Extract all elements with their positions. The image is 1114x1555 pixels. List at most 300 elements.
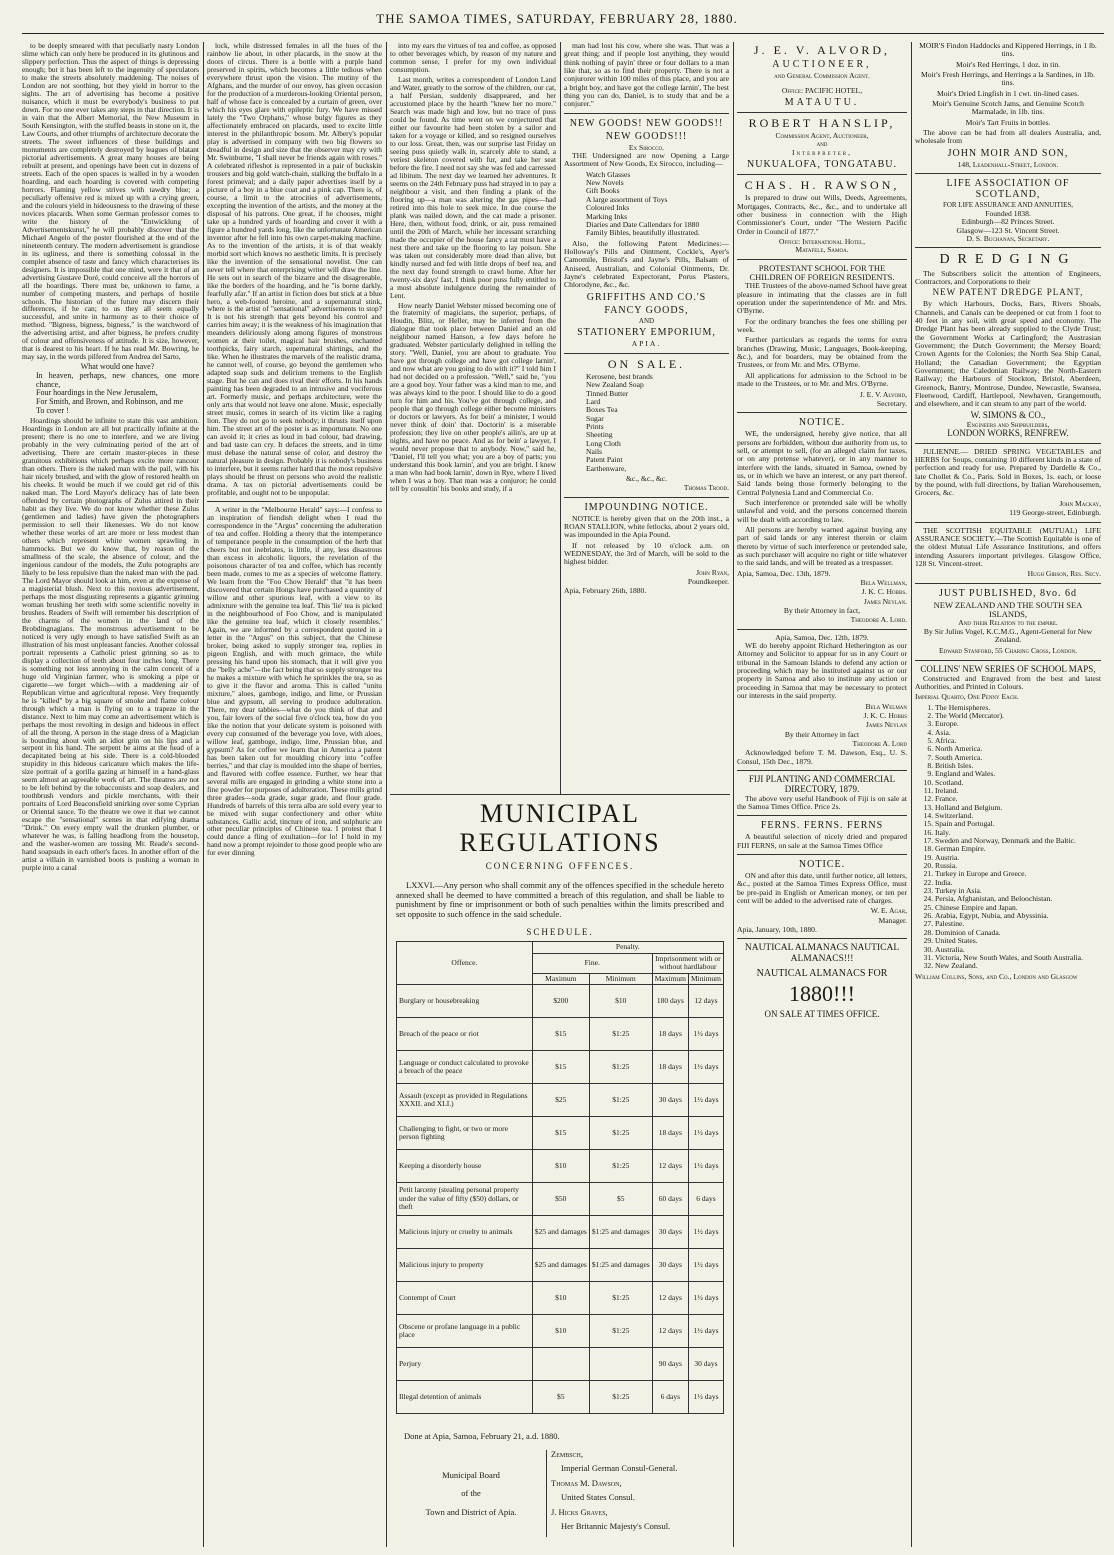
imprisonment-max-cell: 30 days [652,1216,688,1249]
ferns-ad [737,820,907,850]
ad-divider [737,938,907,939]
land-notice [737,417,907,625]
article-paragraph: into my ears the virtues of tea and coffee, as opposed to other beverages which, by reason of my nature and common sense, I prefer for my own individual consumption. [390,42,556,74]
ad-divider [737,412,907,413]
ad-text: WE do hereby appoint Richard Hetherington as our Attorney and Solicitor to appear for us in any Court or tribunal in the Samoan Islands to defend any action or proceeding which may be instituted against us or our property in Samoa and also to institute any action or proceeding in Samoa that may be necessary to protect our interests in the said property. [737,641,907,701]
fine-min-cell: $1:25 [589,1150,652,1183]
ad-text: and General Commission Agent. [774,71,870,81]
ad-text: Edward Stanford, 55 Charing Cross, London. [939,646,1077,656]
list-item: Coloured Inks [586,203,630,213]
ad-text: The Subscribers solicit the attention of Engineers, Contractors, and Corporations to their [915,268,1101,286]
imprisonment-min-cell: 1½ days [688,1117,723,1150]
list-item: 30. Australia. [935,946,1101,954]
firm-role: Engineers and Shipbuilders, [966,419,1050,429]
article-paragraph: man had lost his cow, where she was. That was a great thing; and if people lost anything, they would think nothing of payin' three or four dollars to a man like that, so as to find their property. There is not a conjurorer within 100 miles of this place, and you are a bright boy, and have got the college larnin', The best thing you can do, Daniel, is to study that and be a conjurer." [564,42,729,109]
imprisonment-min-cell: 1½ days [688,1018,723,1051]
table-row [397,1348,724,1381]
ad-text: Interpreter, [791,147,853,157]
ad-signature: John Mackay, [1059,498,1101,508]
list-item: Gift Books [586,186,620,196]
signer [551,1479,677,1503]
ad-title: IMPOUNDING NOTICE. [584,501,709,513]
attorney-notice [737,634,907,766]
ad-text: Moir's Tart Fruits in bottles. [965,117,1051,127]
imprisonment-max-cell: 18 days [652,1051,688,1084]
ad-signature: J. E. V. Alvord, [859,389,907,399]
fine-max-cell: $15 [532,1117,589,1150]
ad-subtitle: AUCTIONEER, [772,59,872,71]
ad-text: ON and after this date, until further notice, all letters, &c., posted at the Samoa Times Express Office, must be pre-paid in English or American money, or ten per cent will be added to the advertised rate of charges. [737,871,907,906]
article-column-3 [390,42,556,792]
offence-cell: Malicious injury or cruelty to animals [397,1216,533,1249]
fine-min-cell: $1:25 and damages [589,1216,652,1249]
list-item: 26. Arabia, Egypt, Nubia, and Abyssinia. [935,912,1101,920]
list-item: 6. North America. [935,745,1101,753]
verse-line: For Smith, and Brown, and Robinson, and me [36,396,184,406]
ad-text: Further particulars as regards the terms for extra branches (Drawing, Music, Languages, Book-keeping, &c.), and for boarders, may be obtained from the Trustees, or from Mr. and Mrs. O'Byrne. [737,335,907,370]
imprisonment-max-cell: 12 days [652,1282,688,1315]
maps-list [931,704,1101,971]
fine-max-cell: $10 [532,1150,589,1183]
fine-min-cell: $1:25 [589,1282,652,1315]
ad-date: Apia, Samoa, Dec. 13th, 1879. [737,568,831,578]
ad-signature-role: Manager. [878,915,907,925]
ad-text: Glasgow—123 St. Vincent Street. [956,225,1060,235]
imprisonment-max-cell: 18 days [652,1018,688,1051]
ad-divider [915,247,1101,248]
imprisonment-min-cell: 1½ days [688,1084,723,1117]
offence-cell: Breach of the peace or riot [397,1018,533,1051]
ad-subtitle: Ex Sirocco. [628,142,665,152]
column-header: Minimum [688,973,723,984]
ad-title: FERNS. FERNS. FERNS [760,820,884,832]
ad-text: Edinburgh—82 Princes Street. [961,217,1055,227]
new-goods-ad [564,118,729,349]
ad-signature: Theodore A. Lord [852,738,907,748]
list-item: 7. South America. [935,754,1101,762]
article-paragraph: Hoardings should be infinite to state this vast ambition. Hoardings in London are all but practically infinite at the present; there is no one to interfere, and we are living probably in the very culminating period of the art of advertising. There are certain master-pieces in these gratuitous exhibitions which perhaps excite more rancour than others. There is the naked man with the pail, with his hair nicely brushed, and with the glow of restored health on his cheeks. It would be much if we could get rid of this naked man. The Lord Mayor's delicacy has of late been offended by certain photographs of Zulus attired in their habit as they live. We do not know whether these Zulus (gentlemen and ladies) have given the photographers permission to sell their likenesses. We do not know whether these works of art are more or less modest than others which represent white women sprawling in hammocks. But we do know that, by reason of the smallness of the scale, the absence of colour, and the ingenious candour of the models, the Zulu potographs are likely to be less repulsive than the naked man with the pad. The Lord Mayor should look at him, even at the expense of a magisterial blush. Next to this noxious advertisement, perhaps the most disgusting represents a gigantic grinning woman brushing her teeth with some scientific novelty in brushes. Readers of Swift will remember his description of the charms of the women in the land of the Brobdingnagians. The monstrous advertisement to be noticed is very ugly enough to have satisfied Swift as an illustration of his most unpleasant fancies. Another colossal portrait represents a Catholic priest grinning so as to display a collection of teeth about four inches long. There is something not less annoying in the calm conceit of a huge old Virginian farmer, who is smoking a pipe or cigarette—we forget which—with a maddening air of Republican virtue and agricultural repose. Very frequently he is "killed" by a big square of smoke and flame colour through which a man is flying on to a trapeze in the distance. Next to him may come an advertisement which is perhaps the most revolting in design and hideous in effect of all the throng. A person in the stage dress of a Magician is bounding about with an idiot grin on his lips and a serpent in his hand. The serpent he aims at the head of a decapitated being at his side. There is a cold-blooded stupidity in this hideous caricature which makes the life-size portrait of a gorilla gazing at himself in a hand-glass seem almost an agreeable work of art. The theatres are not to be left behind by the tobacconists and soap dealers, and toothbrush vendors and pickle merchants, with their portraits of Lord Beaconsfield smirking over some Cyprian or Oriental sauce. To the theatre we owe it that we cannot escape the "sensational" scenes in that edifying drama "Drink." On every empty wall the drunken plumber, or whatever he was, is falling headlong from the housetop, and the washer-women are tossing Mr. Reade's second-hand soapsuds in each other's faces. In another effort of the artist a villain in varnished boots is pushing a woman in purple into a canal [22,416,199,873]
list-item: Boxes Tea [586,405,618,415]
list-item: 4. Asia. [935,729,1101,737]
table-row [397,1315,724,1348]
fine-min-cell: $1:25 [589,1018,652,1051]
list-item: Lard [586,396,601,406]
ad-signature-role: Secretary. [876,398,907,408]
fine-max-cell: $15 [532,1018,589,1051]
ad-title: COLLINS' NEW SERIES OF SCHOOL MAPS, [920,663,1096,674]
ad-divider [737,629,907,630]
list-item: Sugar [586,413,604,423]
list-item: 14. Switzerland. [935,812,1101,820]
ad-subtitle: NEW PATENT DREDGE PLANT, [932,287,1084,298]
fine-max-cell: $25 and damages [532,1249,589,1282]
ad-address: 119 George-street, Edinburgh. [1009,508,1101,518]
ad-text: If not released by 10 o'clock a.m. on WEDNESDAY, the 3rd of March, will be sold to the highest bidder. [564,540,729,567]
ad-place: NUKUALOFA, TONGATABU. [747,159,897,171]
article-column-2 [207,42,382,1547]
column-header: Minimum [589,973,652,984]
ad-text: By their Attorney in fact [784,729,860,739]
ad-text: Moir's Fresh Herrings, and Herrings a la Sardines, in 1lb. tins. [921,70,1095,88]
imprisonment-min-cell: 1½ days [688,1282,723,1315]
ad-title: ROBERT HANSLIP, [748,115,896,130]
fine-max-cell: $5 [532,1381,589,1414]
sale-list [586,373,729,473]
ad-text: By Sir Julius Vogel, K.C.M.G., Agent-General for New Zealand. [923,626,1093,644]
ad-place: MATAUTU. [784,96,860,108]
imprisonment-min-cell: 1½ days [688,1150,723,1183]
fine-min-cell [589,1348,652,1381]
article-paragraph: Last month, writes a correspondent of London Land and Water, greatly to the sorrow of the children, our cat, a half Persian, suddenly disappeared, and her accustomed place by the hearth "knew her no more." Search was made high and low, but no trace of puss could be found. As time went on we conjectured that either our favourite had been stolen by a sailor and taken for a voyage or killed, and so resigned ourselves to our loss. Great, then, was our surprise last Friday on seeing puss quietly walk in, scarcely able to stand, a veriest skeleton covered with fur, and take her seat before the fire. I need not say she was fed and carressed ad libitum. The next day we learned her adventures. It seems on the 24th February puss had strayed in to pay a neighbour a visit, and then finding a plank of the flooring up—a man was altering the gas pipes—had retired into this hole to seek mice. In due course the plank was nailed down, and the cat made a prisoner. Here, then, without food, drink, or air, puss remained until the 20th of March, while her incessant scratching made the occupier of the house fancy a rat must have a nest there and take up the flooring to lay poison. She was taken out considerably more dead than alive, but kindly nursed and fed with little drops of beef tea, and the next day found strength to crawl home. After her twenty-six days' fast, I think poor puss fully entitled to a most absolute indulgence during the remainder of Lent. [390,74,556,300]
ad-title: LIFE ASSOCIATION OF SCOTLAND, [946,178,1070,201]
ad-text: By which Harbours, Docks, Bars, Rivers Shoals, Channels, and Canals can be deepened or cut from 1 foot to 40 feet in any soil, with great speed and economy. The Dredge Plant has been already supplied to the Clyde Trust; the Government Works at Carlingford; the Austrasian Government; the Dutch Government; the Mersey Board; Crown Agents for the Colonies; the North Sea Ship Canal, Holland; the Canadian Government; the Egyptian Government; the Caledonian Railway; the North-Eastern Railway; the Harbours of Stockton, Bristol, Aberdeen, Greenock, Bantry, Montrose, Dundee, Newcastle, Swansea, Fleetwood, Cardiff, Hartlepool, Newhaven, Grangemouth, and elsewhere, and it can steam to any part of the world. [915,299,1101,409]
list-item: 9. England and Wales. [935,770,1101,778]
fine-max-cell: $10 [532,1282,589,1315]
imprisonment-min-cell: 1½ days [688,1051,723,1084]
list-item: 32. New Zealand. [935,962,1101,970]
imprisonment-min-cell: 1½ days [688,1249,723,1282]
imprisonment-max-cell: 90 days [652,1348,688,1381]
ad-signature: James Neylan [865,720,907,730]
list-item: Watch Glasses [586,169,631,179]
firm-address: LONDON WORKS, RENFREW. [947,427,1069,438]
table-row [397,985,724,1018]
article-paragraph: A writer in the "Melbourne Herald" says:—I confess to an inspiration of fiendish delight when I read the correspondence in the "Argus" concerning the adulteration of tea and coffee. Holding a theory that the intemperance of temperance people in the consumption of the herb that cheers but not inebriates, is little, if any, less disastrous than excess in alcoholic liquors, the revelation of the poisonous character of tea and coffee, which has recently been made, comes to me as a species of welcome flattery. We learn from the "Foo Chow Herald" that "it has been discovered that certain Hongs have purchased a quantity of willow and other spurious leaf, with a view to its admixture with the genuine tea leaf. This 'lie' tea is picked in the neighbourhood of Foo Chow, and is manipulated like the genuine tea leaf, which it closely resembles.' Again, we are informed by a correspondent quoted in a letter in the "Argus" on this subject, that the Chinese broker, being asked to supply stronger tea, replies in pigeon English, and with much grimace, the while pressing his hand upon his stomach, that it will give you the "belly ache"—the fact being that so supply stronger tea he makes a mixture with which he sprinkles the tea, so as to give it the flavor and aroma. This is called "unitu mixture," aloes, gamboge, indigo, and lime, or Prussian blue and gypsum, all serving to produce adulteration. There, my dear tabbies—what do you think of that and you, fair lovers of the social five o'clock tea, how do you like the notion that your delicate system is poisoned with every cup consumed of the beverage you love, with aloes, willow leaf, gamboge, indigo, lime, Prussian blue, and gypsum? As for coffee we learn that in America a patent has been taken out for moulding chicory into "coffee berries," and that clay is moulded into the shape of berries, and flavored with coffee essence. Further, we hear that several mills are engaged in grinding a white stone into a fine powder for purposes of adulteration. These mills grind three grades—soda grade, sugar grade, and flour grade. Hundreds of barrels of this terra alba are sold every year to be mixed with sugar confectionery and other white substances. Gallic acid, tincture of iron, and sulphuric are other peculiar principles of Chinese tea. I protest that I could dance a fling of exultation—for lo! I hold in my hand now a prompt rejoinder to those good people who are for ever dinning [207,505,382,858]
imprisonment-max-cell: 30 days [652,1084,688,1117]
table-row [397,1150,724,1183]
list-item: 28. Dominion of Canada. [935,929,1101,937]
nautical-almanac-ad [737,943,907,1019]
firm-name: STATIONERY EMPORIUM, [577,327,716,339]
alvord-ad [737,44,907,108]
imprisonment-max-cell: 30 days [652,1249,688,1282]
ad-signature: Thomas Trood. [683,483,729,493]
firm-name: W. SIMONS & CO., [970,409,1046,420]
offence-cell: Challenging to fight, or two or more person fighting [397,1117,533,1150]
ad-text: NOTICE is hereby given that on the 20th inst., a ROAN STALLION, white fetlocks, about 2 years old, was impounded in the Apia Pound. [564,513,729,540]
ad-text: Commission Agent, Auctioneer, [775,131,869,141]
list-item: New Zealand Soap [586,380,644,390]
ad-signature: James Neylan. [863,596,907,606]
signer-title: Imperial German Consul-General. [561,1463,678,1474]
verse-line: What would one have? [80,362,155,372]
ads-column-6 [915,42,1101,1547]
ad-year: 1880!!! [789,981,855,1007]
ad-date: Apia, January, 10th, 1880. [737,925,817,935]
list-item: 3. Europe. [935,720,1101,728]
fine-min-cell: $5 [589,1183,652,1216]
article-divider [207,501,382,502]
ad-title: JUST PUBLISHED, 8vo. 6d [938,587,1078,599]
column-rule [203,42,204,1547]
ad-text: WE, the undersigned, hereby give notice, that all persons are forbidden, without due authority from us, to sell, or attempt to sell, (for an alleged claim for taxes, or on any pretense whatever), or in any manner to interfere with the lands, situated in Samoa, owned by us, or in which we have an interest, or any part thereof. Said lands being those formerly belonging to the Central Polynesia Land and Commercial Co. [737,429,907,497]
fine-min-cell: $1:25 [589,1381,652,1414]
list-item: 19. Austria. [935,854,1101,862]
column-header: Offence. [397,942,533,985]
list-item: Earthenware, [586,463,627,473]
fine-min-cell: $1:25 [589,1051,652,1084]
ad-signature: Bela Wellman, [860,578,907,588]
ad-divider [915,522,1101,523]
table-row [397,1381,724,1414]
list-item: 5. Africa. [935,737,1101,745]
fiji-directory-ad [737,775,907,811]
firm-address: 148, Leadenhall-Street, London. [957,159,1059,169]
regulation-date: Done at Apia, Samoa, February 21, a.d. 1880. [404,1431,560,1441]
list-item: Patent Paint [586,455,623,465]
signer-name: Thomas M. Dawson, [551,1477,622,1488]
just-published-ad [915,588,1101,656]
verse-line: In heaven, perhaps, new chances, one more chance, [36,371,199,389]
fine-min-cell: $1:25 [589,1117,652,1150]
list-item: A large assortment of Toys [586,194,668,204]
ad-signature: W. E. Agar, [870,906,907,916]
column-header: Maximum [532,973,589,984]
list-item: 18. German Empire. [935,845,1101,853]
postage-notice [737,859,907,934]
section-divider [390,794,730,795]
ad-text: Founded 1838. [985,208,1031,218]
ad-title: DREDGING [939,252,1077,268]
list-item: 1. The Hemispheres. [935,704,1101,712]
table-row [397,1018,724,1051]
firm-and: AND [638,316,655,325]
ad-divider [564,497,729,498]
ad-divider [737,112,907,113]
list-item: 11. Ireland. [935,787,1101,795]
julienne-ad [915,448,1101,518]
list-item: Diaries and Date Callendars for 1880 [586,219,700,229]
board-line: of the [461,1488,481,1499]
ad-price: Imperial Quarto, One Penny Each. [915,692,1019,702]
list-item: Family Bibles, beautifully illustrated. [586,228,700,238]
masthead-rule [22,33,1104,34]
on-sale-ad [564,358,729,493]
ad-text: And their Relation to the empire. [958,618,1058,628]
ad-text: THE Trustees of the above-named School have great pleasure in intimating that the classes are in full operation under the superintendence of Mr. and Mrs. O'Byrne. [737,281,907,316]
list-item: 17. Sweden and Norway, Denmark and the Baltic. [935,837,1101,845]
ad-signature-role: Poundkeeper. [687,577,729,587]
goods-list [586,171,729,238]
list-item: 21. Turkey in Europe and Greece. [935,870,1101,878]
rawson-ad [737,179,907,255]
firm-name: FANCY GOODS, [604,304,689,316]
list-item: New Novels [586,178,624,188]
signer-name: J. Hicks Graves, [551,1506,608,1517]
offence-cell: Language or conduct calculated to provoke a breach of the peace [397,1051,533,1084]
table-row [397,1183,724,1216]
list-item: 16. Italy. [935,829,1101,837]
firm-name: JOHN MOIR AND SON, [947,147,1069,159]
offence-cell: Keeping a disorderly house [397,1150,533,1183]
fine-max-cell: $10 [532,1315,589,1348]
ad-divider [737,815,907,816]
table-row [397,1249,724,1282]
table-row [397,1216,724,1249]
ad-date: Apia, February 26th, 1880. [564,586,647,596]
imprisonment-max-cell: 12 days [652,1150,688,1183]
ad-text: A beautiful selection of nicely dried and prepared FIJI FERNS, on sale at the Samoa Times Office [737,832,907,850]
list-item: 31. Victoria, New South Wales, and South Australia. [935,954,1101,962]
ad-text: By their Attorney in fact, [783,606,861,616]
ad-signature: Bela Welman [865,701,907,711]
article-column-1 [22,42,199,1547]
ad-signature: Theodore A. Lord. [850,615,907,625]
verse-line: Four hoardings in the New Jerusalem, [36,388,158,398]
section-title: MUNICIPAL REGULATIONS [459,799,661,858]
ad-divider [564,353,729,354]
ad-signature: J. K. C. Hobbs [863,710,907,720]
list-item: 8. British Isles. [935,762,1101,770]
ad-signature: D. S. Buchanan, Secretary. [966,233,1050,243]
schedule-title: SCHEDULE. [526,927,594,938]
column-header: Penalty. [532,942,723,953]
signer-title: Her Britannic Majesty's Consul. [561,1521,671,1532]
imprisonment-min-cell: 1½ days [688,1315,723,1348]
ad-publisher: William Collins, Sons, and Co., London and Glasgow [915,971,1078,981]
book-title: NEW ZEALAND AND THE SOUTH SEA ISLANDS, [933,599,1083,619]
article-paragraph: lock, while distressed females in all the hues of the rainbow lie about, in other placards, in the snow at the doors of circus. There is a bottle with a purple hand preserved in spirits, which becomes a little tedious when everywhere thrust upon the vision. The mutiny of the Afghans, and the murder of our envoy, has given occasion for the production of a murderous-looking Oriental person, half of whose face is concealed by a curtain of green, over which his eyes glare with epileptic fury. We have missed lately the "Two Orphans," whose bulgy figures as they affectionately embraced on placards, used to excite little interest in the philanthropic bosom. Mr. Albery's popular play is advertised in company with two big flowers so dreadful in design and size that the observer may cry with Mr. Swinburne, "I shall never be friends again with roses." A celebrated rifleshot is represented in a pair of buckskin trousers and big gold watch-chain, stalking the buffalo in a forest primeval; and a daily paper advertises itself by a picture of a boy in a blue coat and a pink cap. There is, of course, a limit to the atrocities of advertisements, excepting the invention of the artists, and the money at the disposal of his patrons. One great, if he chooses, might take up a hundred yards of hoarding and cover it with a figure a hundred yards long, like the unfortunate American inventor after he fell into his own carpet-making machine. As to the invention of the artists, it is of that weakly morbid sort which knows no aesthetic limits. It is precisely like the invention of the sensational novelist. One can never tell where that enterprising writer will draw the line. He sets out in search of the bizarre and the disagreeable, like the borders of the hoarding, and he "is borne darkly, fearfully afar." If an artist in fiction does but stick at a blue hero, a web-footed heroine, and a supernatural stink, where is the artist of "sensational" advertisements to stop? It is not his strength that gets beyond his control and carries him away; it is the weakness of his imagination that meanders deliriously along among figures of monstrous women at their toilet, magical hair brushes, enchanted toothpicks, fairy starch, supernatural shirtings, and the like. When he illustrates the marvels of the realistic drama, he cannot well, of course, go beyond the gentlemen who adapted soap suds and delirium tremens to the English stage. But he can and does rival their efforts. In his hands painting has been degraded to an intrusive and vociferous art. Formerly music, and perhaps architecture, were the only arts that would not leave one alone. Music, especially street music, comes in search of its victim like a raging lion. They do not go to seek nobody; it thrusts itself upon him. The street art of the poster is as importunate. No one can avoid it; it cries as loud in bad colour, bad drawing, and bad taste can cry. It defaces the streets, and in time must debase the natural sense of color, and destroy the natural pleasure in design. Probably it is nobody's business to interfere, but it seems rather hard that the most repulsive plays should be thrust on persons who avoid the realistic drama. A tax on pictorial advertisements could be profitable, and ought not to be unpopular. [207,42,382,498]
ad-signature: Hugh Gibson, Res. Secy. [1027,569,1101,579]
imprisonment-max-cell: 6 days [652,1381,688,1414]
ad-text: All persons are hereby warned against buying any part of said lands or any interest therein or claim thereto by virtue of such interference or pretended sale, as such purchaser will acquire no right or title whatever to the said lands, and will be treated as a trespasser. [737,524,907,568]
ad-title: NOTICE. [798,417,846,429]
ad-title: ON SALE. [607,356,686,371]
verse-line: To cover ! [36,405,69,415]
column-header: Maximum [652,973,688,984]
offence-cell: Perjury [397,1348,533,1381]
municipal-signatures [396,1450,730,1537]
ad-divider [737,174,907,175]
ad-text: The above very useful Handbook of Fiji is on sale at the Samoa Times Office. Price 2s. [737,793,907,812]
imprisonment-min-cell: 12 days [688,985,723,1018]
ad-divider [915,660,1101,661]
ad-text: The above can be had from all dealers Australia, and, wholesale from [915,128,1101,146]
list-item: 10. Scotland. [935,779,1101,787]
hanslip-ad [737,117,907,170]
ad-divider [915,173,1101,174]
ad-text: Office: International Hotel, [778,237,866,246]
article-paragraph: to be deeply smeared with that peculiarly nasty London slime which can only here be produced in its glutinous and slippery perfection. Thus the aspect of things is depressing enough; but it has been left to the ingenuity of speculators to make the streets absolutely maddening. The noises of London are not soothing, but they yield in horror to the sights. The art of advertising has become a positive nuisance, which it must be everybody's business to put down. For no one ever takes any steps in that direction. It is in vain that the Albert Memorial, the New Museum in South Kensington, with the stuffed beasts in stone on it, the Law Courts, and other triumphs of architecture decorate the streets. The sweet influences of these buildings and monuments are completely destroyed by leagues of blatant pictorial advertisements. A great many houses are being rebuilt at present, and openings have been cut in dozens of streets. Each of the open spaces is walled in by a wooden hoarding, and each hoarding is covered with competing horrors. Flaming yellow strives with tawdry blue; a peculiarly offensive red is mixed up with a crying green, and the colours yield in hideousness to the drawing of these novices placards. When some German professor comes to write the history of the "Entwicklung of Advertisementskunst," he will probably discover that the Michael Angelo of the poster flourished at the end of the nineteenth century. The modern advertisement is grandiose in its ugliness, and there is something colossal in the complet absence of taste and fancy which characterises its designers. It is impossible that one mind, were it that of an advertising Gustave Doré, could conceive all the horrors of all the hoardings. There must be, unknown to fame, a number of competing masters, and perhaps of hostile schools. The historian of the future may discern their differences, if he can; to us they all seem equally successful, and unite in harmony as to their choice of method. "Bigness, bigness, bigness," is the watchword of the advertising artist, and after bigness, he prefers crudity of colour and offensiveness of attitude. It is size, however, that is dearest to his heart. If he has read Mr. Bowring, he may say, in the words pilfered from Andrea del Sarto, [22,42,199,362]
fine-max-cell: $25 and damages [532,1216,589,1249]
imprisonment-max-cell: 18 days [652,1117,688,1150]
signer-title: United States Consul. [561,1492,635,1503]
offence-cell: Assault (except as provided in Regulations XXXII. and XLI.) [397,1084,533,1117]
ad-text: Also, the following Patent Medicines:—Holloway's Pills and Ointment, Cockle's, Ayer's Camomile, Bristol's and Jayne's Pills, Balsam of Aniseed, Australian, and Colonial Ointments, Dr. Jayne's celebrated Expectorant, Porus Plasters, Chlorodyne, &c., &c. [564,238,729,290]
ad-signature: John Ryan, [696,567,729,577]
table-row [397,1051,724,1084]
offence-cell: Contempt of Court [397,1282,533,1315]
list-item: 27. Palestine. [935,920,1101,928]
regulation-text: LXXVI.—Any person who shall commit any of the offences specified in the schedule hereto annexed shall be deemed to have committed a breach of this regulation, and shall be liable to punishment by fine or imprisonment or both of such penalties within the limits prescribed and set opposite to such offence in the said schedule. [396,880,724,919]
ad-text: Is prepared to draw out Wills, Deeds, Agreements, Mortgages, Contracts, &c., &c., and to undertake all other business in connection with the High Commissioner's Court, under "The Western Pacific Order in Council of 1877." [737,193,907,236]
ad-text: THE SCOTTISH EQUITABLE (MUTUAL) LIFE ASSURANCE SOCIETY.—The Scottish Equitable is one of the oldest Mutual Life Assurance Institutions, and offers intending Assurers important privileges. Glasgow Office, 128 St. Vincent-street. [915,525,1101,568]
ad-text: Moir's Red Herrings, 1 doz. in tin. [955,59,1061,69]
fine-min-cell: $1:25 [589,1084,652,1117]
list-item: Sheeting [586,430,613,440]
ad-title: NOTICE. [798,859,846,871]
ad-text: For the ordinary branches the fees one shilling per week. [737,316,907,335]
fine-max-cell: $25 [532,1084,589,1117]
ad-text: ON SALE AT TIMES OFFICE. [764,1008,880,1019]
offence-cell: Burglary or housebreaking [397,985,533,1018]
column-rule [733,42,734,1547]
impounding-notice [564,502,729,596]
firm-name: GRIFFITHS AND CO.'S [586,291,707,303]
penalty-table [396,941,724,1414]
column-header: Fine. [532,953,652,973]
ad-text: &c., &c., &c. [625,473,668,483]
verse-quote [36,363,199,415]
ad-place: Matafele, Samoa. [795,245,849,255]
list-item: 22. India. [935,879,1101,887]
school-ad [737,264,907,409]
ad-text: All applications for admission to the School to be made to the Trustees, or to Mr. and Mrs. O'Byrne. [737,370,907,389]
fine-min-cell: $1:25 and damages [589,1249,652,1282]
ad-text: Moir's Genuine Scotch Jams, and Genuine Scotch Marmalade, in 1lb. tins. [932,99,1084,117]
ad-text: THE Undersigned are now Opening a Large Assortment of New Goods, Ex Sirocco, including— [564,151,729,169]
list-item: 25. Chinese Empire and Japan. [935,904,1101,912]
offence-cell: Petit larceny (stealing personal property under the value of fifty ($50) dollars, or theft [397,1183,533,1216]
fine-max-cell: $15 [532,1051,589,1084]
ad-text: MOIR'S Findon Haddocks and Kippered Herrings, in 1 lb. tins. [919,42,1097,59]
imprisonment-max-cell: 180 days [652,985,688,1018]
imprisonment-min-cell: 1½ days [688,1381,723,1414]
ad-title: NAUTICAL ALMANACS NAUTICAL ALMANACS!!! [744,943,900,964]
board-name [396,1450,546,1537]
ad-text: Office: PACIFIC HOTEL, [781,85,863,95]
offence-cell: Obscene or profane language in a public place [397,1315,533,1348]
list-item: Long Cloth [586,438,621,448]
board-line: Town and District of Apia. [425,1506,517,1517]
list-item: 2. The World (Mercator). [935,712,1101,720]
scottish-equitable-ad [915,527,1101,579]
ad-title: FIJI PLANTING AND COMMERCIAL DIRECTORY, 1879. [748,773,896,794]
ad-divider [737,854,907,855]
fine-max-cell: $50 [532,1183,589,1216]
list-item: 29. United States. [935,937,1101,945]
fine-max-cell [532,1348,589,1381]
fine-min-cell: $1:25 [589,1315,652,1348]
fine-max-cell: $200 [532,985,589,1018]
imprisonment-min-cell: 6 days [688,1183,723,1216]
dredging-ad [915,252,1101,439]
ad-text: Such interference or pretended sale will be wholly unlawful and void, and the persons concerned therein will be dealt with according to law. [737,497,907,524]
table-row [397,1117,724,1150]
fine-min-cell: $10 [589,985,652,1018]
list-item: 12. France. [935,795,1101,803]
column-rule [386,42,387,1547]
imprisonment-max-cell: 12 days [652,1315,688,1348]
collins-maps-ad [915,665,1101,981]
ad-text: Constructed and Engraved from the best and latest Authorities, and Printed in Colours. [915,673,1101,691]
offence-cell: Malicious injury to property [397,1249,533,1282]
ad-title: PROTESTANT SCHOOL FOR THE CHILDREN OF FOREIGN RESIDENTS. [749,262,895,283]
ad-date: Apia, Samoa, Dec. 12th, 1879. [775,632,869,642]
list-item: 24. Persia, Afghanistan, and Beloochistan. [935,895,1101,903]
list-item: 13. Holland and Belgium. [935,804,1101,812]
ad-divider [915,583,1101,584]
list-item: Prints [586,421,604,431]
municipal-regulations [390,794,730,1534]
list-item: Kerosene, best brands [586,371,653,381]
ad-divider [564,113,729,114]
list-item: Nails [586,446,603,456]
list-item: 20. Russia. [935,862,1101,870]
ad-text: Moir's Dried Lingfish in 1 cwt. tin-lined cases. [936,88,1080,98]
imprisonment-max-cell: 60 days [652,1183,688,1216]
ad-divider [737,259,907,260]
